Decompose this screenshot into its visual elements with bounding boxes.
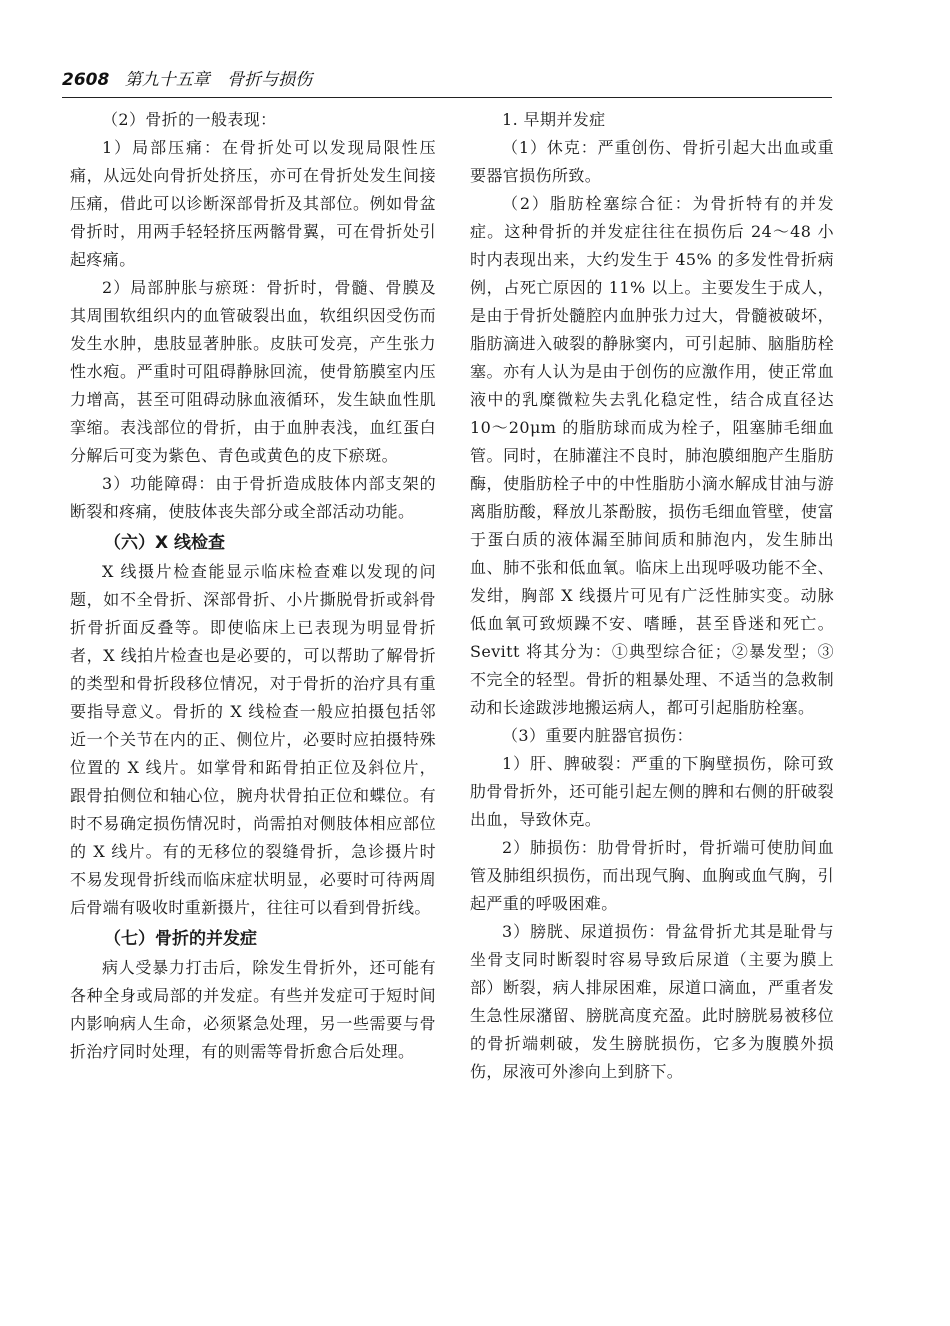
- chapter-number: 第九十五章: [124, 70, 210, 90]
- paragraph: 1）肝、脾破裂：严重的下胸壁损伤，除可致肋骨骨折外，还可能引起左侧的脾和右侧的肝破裂出血，导致休克。: [470, 754, 834, 829]
- paragraph: （3）重要内脏器官损伤：: [502, 726, 693, 745]
- paragraph: 2）局部肿胀与瘀斑：骨折时，骨髓、骨膜及其周围软组织内的血管破裂出血，软组织因受伤而发生水肿，患肢显著肿胀。皮肤可发亮，产生张力性水疱。严重时可阻碍静脉回流，使骨筋膜室内压力增高，甚至可阻碍动脉血液循环，发生缺血性肌挛缩。表浅部位的骨折，由于血肿表浅，血红蛋白分解后可变为紫色、青色或黄色的皮下瘀斑。: [70, 278, 436, 465]
- section-heading: （七）骨折的并发症: [104, 929, 257, 949]
- right-column: [470, 106, 834, 1086]
- paragraph: 1. 早期并发症: [502, 110, 606, 129]
- section-heading: （六）X 线检查: [104, 533, 226, 553]
- left-column: [70, 106, 436, 1066]
- paragraph: （2）骨折的一般表现：: [102, 110, 277, 129]
- paragraph: （2）脂肪栓塞综合征：为骨折特有的并发症。这种骨折的并发症往往在损伤后 24～48 小时内表现出来，大约发生于 45% 的多发性骨折病例，占死亡原因的 11% 以上。主要发生于成人，是由于骨折处髓腔内血肿张力过大，骨髓被破坏，脂肪滴进入破裂的静脉窦内，可引起肺、脑脂肪栓塞。亦有人认为是由于创伤的应激作用，使正常血液中的乳糜微粒失去乳化稳定性，结合成直径达 10～20μm 的脂肪球而成为栓子，阻塞肺毛细血管。同时，在肺灌注不良时，肺泡膜细胞产生脂肪酶，使脂肪栓子中的中性脂肪小滴水解成甘油与游离脂肪酸，释放儿茶酚胺，损伤毛细血管壁，使富于蛋白质的液体漏至肺间质和肺泡内，发生肺出血、肺不张和低血氧。临床上出现呼吸功能不全、发绀，胸部 X 线摄片可见有广泛性肺实变。动脉低血氧可致烦躁不安、嗜睡，甚至昏迷和死亡。Sevitt 将其分为：①典型综合征；②暴发型；③不完全的轻型。骨折的粗暴处理、不适当的急救制动和长途跋涉地搬运病人，都可引起脂肪栓塞。: [470, 194, 834, 717]
- page-number: 2608: [62, 70, 110, 90]
- paragraph: （1）休克：严重创伤、骨折引起大出血或重要器官损伤所致。: [470, 138, 834, 185]
- running-header: [62, 67, 832, 98]
- paragraph: 2）肺损伤：肋骨骨折时，骨折端可使肋间血管及肺组织损伤，而出现气胸、血胸或血气胸，引起严重的呼吸困难。: [470, 838, 834, 913]
- paragraph: 1）局部压痛：在骨折处可以发现局限性压痛，从远处向骨折处挤压，亦可在骨折处发生间接压痛，借此可以诊断深部骨折及其部位。例如骨盆骨折时，用两手轻轻挤压两髂骨翼，可在骨折处引起疼痛。: [70, 138, 436, 269]
- paragraph: X 线摄片检查能显示临床检查难以发现的问题，如不全骨折、深部骨折、小片撕脱骨折或斜骨折骨折面反叠等。即使临床上已表现为明显骨折者，X 线拍片检查也是必要的，可以帮助了解骨折的类型和骨折段移位情况，对于骨折的治疗具有重要指导意义。骨折的 X 线检查一般应拍摄包括邻近一个关节在内的正、侧位片，必要时应拍摄特殊位置的 X 线片。如掌骨和跖骨拍正位及斜位片，跟骨拍侧位和轴心位，腕舟状骨拍正位和蝶位。有时不易确定损伤情况时，尚需拍对侧肢体相应部位的 X 线片。有的无移位的裂缝骨折，急诊摄片时不易发现骨折线而临床症状明显，必要时可待两周后骨端有吸收时重新摄片，往往可以看到骨折线。: [70, 562, 436, 917]
- paragraph: 3）功能障碍：由于骨折造成肢体内部支架的断裂和疼痛，使肢体丧失部分或全部活动功能。: [70, 474, 436, 521]
- chapter-title: 骨折与损伤: [227, 70, 313, 90]
- paragraph: 病人受暴力打击后，除发生骨折外，还可能有各种全身或局部的并发症。有些并发症可于短时间内影响病人生命，必须紧急处理，另一些需要与骨折治疗同时处理，有的则需等骨折愈合后处理。: [70, 958, 436, 1061]
- paragraph: 3）膀胱、尿道损伤：骨盆骨折尤其是耻骨与坐骨支同时断裂时容易导致后尿道（主要为膜上部）断裂，病人排尿困难，尿道口滴血，严重者发生急性尿潴留、膀胱高度充盈。此时膀胱易被移位的骨折端刺破，发生膀胱损伤，它多为腹膜外损伤，尿液可外渗向上到脐下。: [470, 922, 834, 1081]
